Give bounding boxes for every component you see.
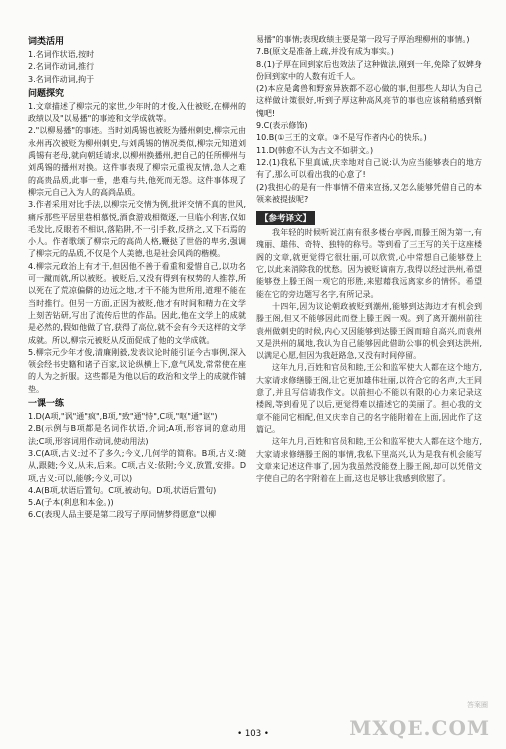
answer-paragraph: 11.D(韩愈不认为古文不如骈文。) — [256, 145, 374, 155]
answer-paragraph: 8.(1)子厚在回到家后也效法了这种做法,刚到一年,免除了奴婢身份回到家中的人数有近千人。 — [256, 59, 482, 81]
list-item: 2.名词作动词,推行 — [28, 62, 95, 72]
watermark-text: MXQE.COM — [349, 716, 490, 740]
answer-paragraph: (2)本应是禽兽和野蛮异族都不忍心做的事,但那些人却认为自己这样做计策很好,听到子厚这种高风亮节的事也应该稍稍感到惭愧吧! — [256, 84, 482, 118]
answer-paragraph: (2)我担心的是有一件事情不借来宣扬,又怎么能够凭借自己的本领来被提拔呢? — [256, 182, 482, 204]
site-watermark-logo — [349, 694, 496, 740]
answer-paragraph: 易播"的事情;表现政绩主要是第一段写子厚治理柳州的事情。) — [256, 35, 470, 44]
section-title-practice: 一课一练 — [28, 399, 65, 410]
translation-paragraph: 十四年,因为议论朝政被贬到潮州,能够到达海边才有机会到滕王阁,但又不能够因此而登上滕王阁一观。到了离开潮州前往袁州做刺史的时候,内心又因能够到达滕王阁而暗自高兴,而袁州又是洪州的属地,我认为自己能够因此借助公事的机会到达洪州,以满足心愿,但因为我赶路急,又没有时间停留。 — [256, 301, 482, 361]
translation-paragraph: 我年轻的时候听说江南有很多楼台亭阁,而滕王阁为第一,有瑰丽、雄伟、奇特、独特的称号。等到看了三王写的关于这座楼阁的文章,就更觉得它很壮丽,可以欣赏,心中常想自己能够登上它,以此来消除我的忧愁。因为被贬谪南方,我得以经过洪州,希望能够登上滕王阁一观它的形胜,来慰藉我远离家乡的情怀。希望能在它的旁边题写名字,有所记录。 — [256, 228, 482, 299]
section-title-inquiry: 问题探究 — [28, 88, 65, 99]
page-number: • 103 • — [237, 729, 269, 739]
watermark-subtext: 答案圈 — [467, 701, 488, 709]
practice-item: 5.A(子本(利息和本金。)) — [28, 498, 114, 508]
practice-item: 4.A(B项,状语后置句。C项,被动句。D项,状语后置句) — [28, 485, 217, 495]
translation-paragraph: 这年九月,百姓和官员和睦,王公和监军使大人都在这个地方,大家请求修缮滕王阁的事情,我私下里高兴,认为是我有机会能写文章来记述这件事了,因为我虽然没能登上滕王阁,却可以凭借文字使自己的名字附着在上面,这也足够让我感到欣慰了。 — [256, 437, 482, 484]
reference-translation-heading: 【参考译文】 — [256, 211, 315, 225]
list-item: 3.名词作动词,拘于 — [28, 74, 95, 84]
list-item: 1.名词作状语,按时 — [28, 50, 95, 59]
answer-paragraph: 10.B(①三王的文章。③不是写作者内心的快乐。) — [256, 133, 427, 143]
practice-item: 1.D(A项,"讽"通"疯",B项,"致"通"恃",C项,"呕"通"讴") — [28, 412, 218, 422]
right-column — [256, 34, 482, 485]
inquiry-paragraph: 2."以柳易播"的事迹。当时刘禹锡也被贬为播州刺史,柳宗元由永州再次被贬为柳州刺史,与刘禹锡的情况类似,柳宗元知道刘禹锡有老母,就向朝廷请求,以柳州换播州,把自己的任所柳州与刘禹锡的播州对换。这件事表现了柳宗元重视友情,急人之难的高贵品质,此事一垂，患难与共,他死而无怨。这件事体现了柳宗元自己入为人的高尚品质。 — [28, 126, 246, 197]
practice-item: 2.B(示例与B项都是名词作状语,介词;A项,形容词的意动用法;C项,形容词用作动词,使动用法) — [28, 424, 246, 446]
inquiry-paragraph: 4.柳宗元政治上有才干,但因他不善于看重和爱惜自己,以功名可一蹴而就,所以被贬。被贬后,又没有得到有权势的人推荐,所以死在了荒凉偏僻的边远之地,才干不能为世所用,道理不能在当时推行。但另一方面,正因为被贬,他才有时间和精力在文学上刻苦钻研,写出了流传后世的作品。因此,他在文学上的成就是必然的,假如他做了官,获得了高位,就不会有今天这样的文学成就。所以,柳宗元被贬从反面促成了他的文学成就。 — [28, 261, 246, 345]
translation-paragraph: 这年九月,百姓和官员和睦,王公和监军使大人都在这个地方,大家请求修缮滕王阁,让它更加雄伟壮丽,以符合它的名声,大王同意了,并且写信请我作文。以前担心不能以有限的心力来记录这楼阁,等到看见了以后,更觉得难以描述它的美丽了。担心我的文章不能同它相配,但又庆幸自己的名字能附着在上面,因此作了这篇记。 — [256, 363, 482, 434]
inquiry-paragraph: 1.文章描述了柳宗元的家世,少年时的才俊,入仕被贬,在柳州的政绩以及"以易播"的事迹和文学成就等。 — [28, 101, 246, 124]
left-column — [28, 34, 246, 522]
inquiry-paragraph: 5.柳宗元少年才俊,清廉刚毅,发表议论时能引证今古事例,深入领会经书史籍和诸子百家,议论纵横上下,意气风发,常常使在座的人为之折服。这些都是为他以后的政治和文学上的成就作铺垫。 — [28, 347, 246, 394]
inquiry-paragraph: 3.作者采用对比手法,以柳宗元交情为例,批评交情不真的世风,痛斥那些平居里巷相慕悦,酒食游戏相徵逐,一旦临小利害,仅如毛发比,反眼若不相识,落陷阱,不一引手救,反挤之,又下石焉的小人。作者歌颂了柳宗元的高尚人格,鞭挞了世俗的卑劣,强调了柳宗元的品质,不仅是个人美德,也是社会风尚的楷模。 — [28, 200, 246, 259]
section-title-word-usage: 词类活用 — [28, 37, 65, 47]
answer-paragraph: 12.(1)我私下里真诚,庆幸地对自己说:认为应当能够表白的地方有了,那么可以看出我的心意了! — [256, 157, 482, 180]
answer-paragraph: 7.B(原文是准备上疏,并没有成为事实。) — [256, 47, 394, 57]
answer-paragraph: 9.C(表示修饰) — [256, 121, 308, 131]
practice-item: 6.C(表现人品主要是第二段写子厚同情梦得愿意"以柳 — [28, 510, 217, 520]
practice-item: 3.C(A项,古义:过不了多久;今义,几何学的简称。B项,古义:随从,跟随;今义,从未,后来。C项,古义:依附;今义,放置,安排。D项,古义:可以,能够;今义,可以) — [28, 448, 246, 483]
